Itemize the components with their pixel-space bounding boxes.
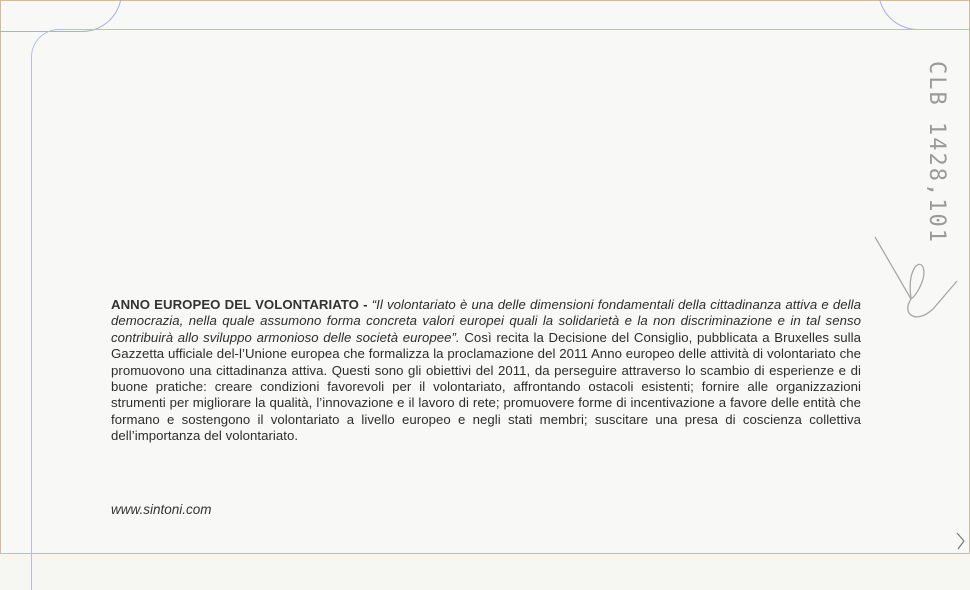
envelope-flap-left: [0, 0, 122, 32]
corner-mark: [955, 531, 967, 551]
description-paragraph: [111, 297, 861, 445]
heading-dash: -: [363, 297, 368, 312]
heading: ANNO EUROPEO DEL VOLONTARIATO: [111, 297, 359, 312]
pencil-annotation: CLB 1428,101: [924, 61, 949, 244]
quote: “Il volontariato è una delle dimensioni fondamentali della cittadinanza attiva e della democrazia, nella quale assumono forma concreta valori europei quali la solidarietà e la non discriminazione e in tal senso contribuirà allo sviluppo armonioso delle società europee”.: [111, 297, 862, 345]
signature-mark: [871, 229, 961, 329]
body-text: Così recita la Decisione del Consiglio, pubblicata a Bruxelles sulla Gazzetta ufficiale del-l’Unione europea che formalizza la proclamazione del 2011 Anno europeo delle attività di volontariato che promuovono una cittadinanza attiva. Questi sono gli obiettivi del 2011, da perseguire attraverso lo scambio di esperienze e di buone pratiche: creare condizioni favorevoli per il volontariato, affrontando ostacoli esistenti; fornire alle organizzazioni strumenti per migliorare la qualità, l’innovazione e il lavoro di rete; promuovere forme di incentivazione a favore delle entità che formano e sostengono il volontariato a livello europeo e negli stati membri; suscitare una presa di coscienza collettiva dell’importanza del volontariato.: [111, 329, 862, 444]
website-link[interactable]: www.sintoni.com: [111, 502, 212, 517]
envelope-flap-right: [878, 0, 970, 30]
